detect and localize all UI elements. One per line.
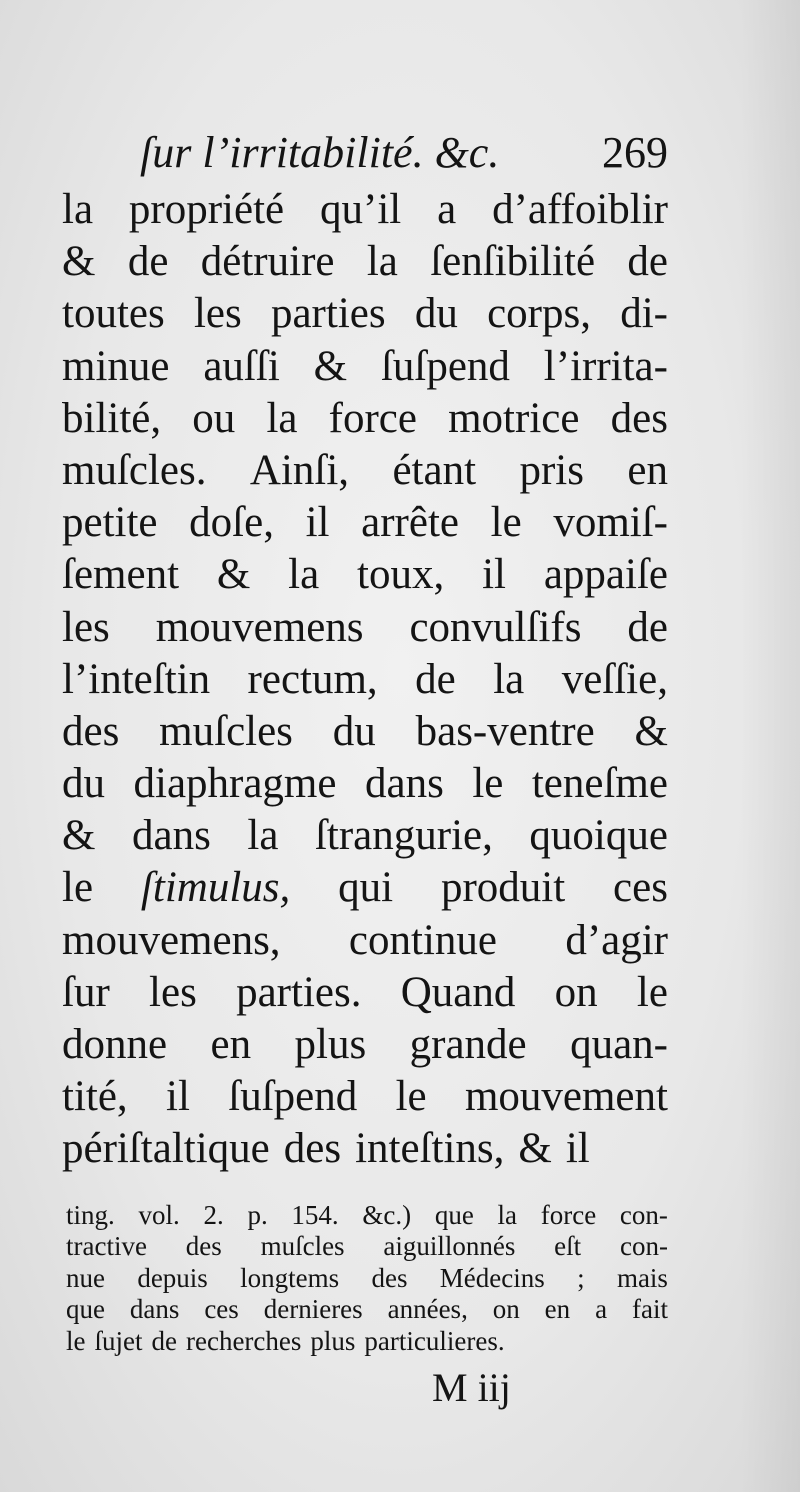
word: détruire [200, 238, 335, 286]
text-line [62, 758, 668, 810]
word: en [544, 1294, 571, 1325]
word: mouvement [464, 1073, 668, 1121]
footnote-line [66, 1263, 668, 1294]
word: des [62, 707, 120, 755]
word: di- [620, 290, 668, 338]
word: muſcles [159, 707, 293, 755]
word: qui [338, 864, 394, 912]
word: périſtaltique [62, 1125, 270, 1173]
word: d’affoiblir [492, 186, 668, 233]
word: en [210, 1021, 252, 1068]
page-edge-shadow [740, 0, 800, 1492]
word: du [62, 760, 105, 808]
main-text [62, 184, 668, 1176]
word: il [565, 1125, 590, 1173]
word: vomiſ- [553, 499, 668, 547]
word: & [62, 812, 96, 860]
word: particulieres. [364, 1325, 505, 1356]
word: mouvemens [155, 603, 364, 651]
word: bas-ventre [415, 707, 595, 755]
word: motrice [448, 394, 580, 442]
word: ſenſibilité [430, 238, 596, 286]
word: de [415, 655, 456, 703]
word: le [472, 760, 504, 808]
word: minue [62, 342, 170, 390]
word: veſſie, [561, 655, 668, 703]
word: des [610, 394, 668, 442]
word: la [62, 186, 94, 233]
word: tractive [66, 1231, 147, 1262]
word: doſe, [189, 499, 274, 547]
text-line [62, 810, 668, 862]
word: des [185, 1231, 222, 1262]
text-line [62, 1123, 668, 1175]
word: quan- [570, 1021, 668, 1068]
word: muſcles [260, 1231, 345, 1262]
word: ſur [62, 968, 110, 1016]
text-line [62, 915, 668, 967]
word: on [554, 968, 598, 1016]
word: continue [348, 916, 497, 964]
word: le [66, 1325, 86, 1356]
word: plus [294, 1021, 367, 1068]
word: Médecins [439, 1262, 545, 1293]
word: années, [387, 1294, 468, 1325]
word: appaiſe [543, 551, 668, 599]
word: ſuſpend [380, 342, 510, 390]
word: auſſi [203, 342, 280, 390]
word: ou [192, 394, 236, 442]
word: tité, [62, 1073, 128, 1121]
word: des [371, 1262, 408, 1293]
word: ting. [66, 1200, 115, 1230]
text-line [62, 862, 668, 914]
word: le [62, 864, 94, 912]
word: muſcles. [62, 446, 207, 494]
word: &c.) [362, 1200, 412, 1230]
word: l’inteſtin [62, 655, 211, 703]
word: produit [440, 864, 566, 912]
word: que [66, 1294, 105, 1325]
word: toux, [357, 551, 445, 599]
word: a [595, 1294, 608, 1325]
footnote-line [66, 1200, 668, 1231]
text-line [62, 706, 668, 758]
word: toutes [62, 290, 165, 338]
footnote-line [66, 1326, 668, 1357]
word: grande [409, 1021, 527, 1068]
word: & [518, 1125, 552, 1173]
word: depuis [137, 1262, 208, 1293]
word: pris [519, 446, 584, 494]
word: la [247, 812, 279, 860]
word: la [366, 238, 398, 286]
footnote [66, 1200, 668, 1357]
word: & [313, 342, 348, 390]
word: que [434, 1200, 474, 1230]
word: longtems [240, 1262, 340, 1293]
footnote-line [66, 1294, 668, 1325]
word: les [149, 968, 197, 1016]
text-line [62, 341, 668, 393]
word: eſt [554, 1231, 582, 1262]
text-line [62, 445, 668, 497]
word: ſujet [94, 1325, 143, 1356]
word: vol. [138, 1200, 180, 1230]
text-line [62, 1071, 668, 1123]
word: du [332, 707, 376, 755]
word: le [395, 1073, 427, 1121]
word: la [288, 551, 320, 599]
word: force [328, 394, 417, 442]
word: de [151, 1325, 177, 1356]
word: & [62, 238, 96, 286]
word: le [636, 968, 668, 1016]
word: dans [132, 812, 211, 860]
word: on [492, 1294, 520, 1325]
word: d’agir [565, 916, 668, 964]
word: la [493, 655, 525, 703]
word: corps, [487, 290, 591, 338]
word: ſuſpend [228, 1073, 358, 1121]
text-line [62, 549, 668, 601]
word: de [127, 238, 169, 286]
word: parties. [236, 968, 362, 1016]
running-head: ſur l’irritabilité. &c. [140, 128, 500, 177]
word: en [627, 446, 668, 494]
text-line [62, 236, 668, 288]
word: le [490, 499, 522, 547]
word: 2. [203, 1200, 224, 1230]
word: ces [204, 1294, 239, 1325]
word: des [283, 1125, 342, 1173]
word: il [482, 551, 506, 599]
word: convulſifs [409, 603, 582, 651]
word: de [627, 238, 668, 286]
text-line [62, 654, 668, 706]
text-line [62, 184, 668, 236]
footnote-line [66, 1231, 668, 1262]
word: petite [62, 499, 158, 547]
word: dans [129, 1294, 180, 1325]
text-line [62, 1019, 668, 1071]
word: quoique [529, 812, 668, 860]
word: ces [613, 864, 668, 912]
word: arrête [361, 499, 459, 547]
word: du [414, 290, 458, 338]
word: diaphragme [133, 760, 337, 808]
word: mais [616, 1262, 668, 1293]
word: ſement [62, 551, 180, 599]
word: de [627, 603, 668, 651]
word: dernieres [263, 1294, 363, 1325]
word: Ainſi, [249, 446, 350, 494]
page-header [140, 122, 668, 184]
word: aiguillonnés [383, 1231, 516, 1262]
word: donne [62, 1021, 168, 1068]
text-line [62, 602, 668, 654]
text-line [62, 393, 668, 445]
word: l’irrita- [543, 342, 668, 390]
word: il [305, 499, 330, 547]
word: étant [392, 446, 477, 494]
word: fait [631, 1294, 668, 1325]
text-line [62, 288, 668, 340]
word: teneſme [531, 760, 668, 808]
word: les [193, 290, 242, 338]
word: con- [619, 1231, 668, 1262]
text-line [62, 497, 668, 549]
word: ſtimulus, [140, 864, 291, 912]
word: dans [364, 760, 444, 808]
word: Quand [400, 968, 516, 1016]
word: propriété [128, 186, 285, 233]
page-number: 269 [602, 128, 668, 177]
word: con- [619, 1200, 668, 1230]
word: nue [66, 1262, 105, 1293]
word: les [62, 603, 110, 651]
signature-mark: M iij [432, 1365, 511, 1410]
word: recherches [185, 1325, 302, 1356]
word: & [634, 707, 668, 755]
word: 154. [291, 1200, 339, 1230]
word: ſtrangurie, [314, 812, 493, 860]
word: a [437, 186, 457, 233]
word: parties [270, 290, 386, 338]
word: plus [310, 1325, 356, 1356]
text-line [62, 967, 668, 1019]
word: il [166, 1073, 190, 1121]
word: la [497, 1200, 518, 1230]
word: & [216, 551, 251, 599]
word: mouvemens, [62, 916, 281, 964]
word: bilité, [62, 394, 162, 442]
word: rectum, [247, 655, 378, 703]
word: ; [577, 1262, 585, 1293]
word: la [266, 394, 298, 442]
word: qu’il [320, 186, 402, 233]
word: force [540, 1200, 597, 1230]
word: p. [247, 1200, 268, 1230]
word: inteſtins, [355, 1125, 505, 1173]
